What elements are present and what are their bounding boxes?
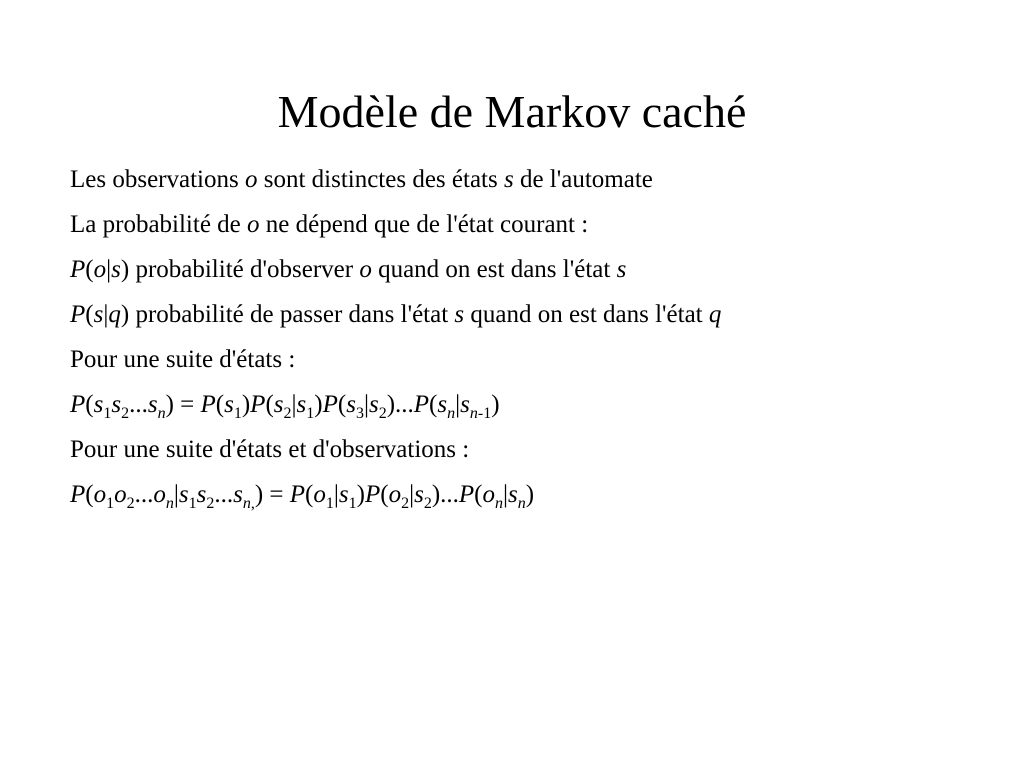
subscript xyxy=(243,495,255,512)
text: | xyxy=(333,481,339,508)
var-s: s xyxy=(93,301,104,328)
text: | xyxy=(291,391,297,418)
subscript: 2 xyxy=(121,405,130,422)
var-o: o xyxy=(93,481,107,508)
text: ( xyxy=(85,301,94,328)
text: Pour une suite d'états et d'observations : xyxy=(70,436,470,463)
text: ( xyxy=(337,391,347,418)
func-p: P xyxy=(200,391,216,418)
text: ( xyxy=(215,391,225,418)
func-p: P xyxy=(70,391,86,418)
var-n: n xyxy=(242,495,251,512)
var-o: o xyxy=(388,481,402,508)
subscript: 2 xyxy=(401,495,410,512)
text: ... xyxy=(214,481,234,508)
subscript: 1 xyxy=(106,495,115,512)
var-n: n xyxy=(469,405,478,422)
text: | xyxy=(363,391,369,418)
var-s: s xyxy=(224,391,234,418)
var-o: o xyxy=(244,166,258,193)
text: probabilité de passer dans l'état xyxy=(129,301,455,328)
subscript: 1 xyxy=(188,495,197,512)
func-p: P xyxy=(70,256,86,283)
var-s: s xyxy=(196,481,207,508)
var-s: s xyxy=(296,391,307,418)
subscript: 1 xyxy=(306,405,315,422)
text: ) xyxy=(241,391,251,418)
var-s: s xyxy=(273,391,284,418)
text: sont distinctes des états xyxy=(257,166,504,193)
text: quand on est dans l'état xyxy=(371,256,617,283)
text: ) xyxy=(356,481,365,508)
subscript xyxy=(495,495,503,512)
subscript xyxy=(166,495,174,512)
var-s: s xyxy=(93,391,104,418)
var-s: s xyxy=(111,391,122,418)
text: probabilité d'observer xyxy=(129,256,360,283)
subscript: 1 xyxy=(103,405,112,422)
text: ... xyxy=(134,481,154,508)
func-p: P xyxy=(458,481,475,508)
var-s: s xyxy=(616,256,627,283)
var-n: n xyxy=(165,495,174,512)
text-line-observations xyxy=(70,164,653,196)
subscript-offset: -1 xyxy=(477,405,492,422)
text: ( xyxy=(305,481,314,508)
text: ) xyxy=(314,391,323,418)
func-p: P xyxy=(322,391,338,418)
func-p: P xyxy=(70,481,86,508)
text-line-state-observation-sequence xyxy=(70,434,469,466)
slide-title: Modèle de Markov caché xyxy=(277,86,747,137)
text: )... xyxy=(386,391,414,418)
subscript: 2 xyxy=(423,495,432,512)
var-n: n xyxy=(157,405,166,422)
var-s: s xyxy=(414,481,424,508)
subscript: 1 xyxy=(348,495,357,512)
text: | xyxy=(409,481,415,508)
text-line-transition xyxy=(70,299,721,331)
subscript: 2 xyxy=(283,405,292,422)
subscript: 1 xyxy=(325,495,334,512)
text-line-state-sequence xyxy=(70,344,295,376)
subscript xyxy=(518,495,526,512)
text: ) xyxy=(491,391,500,418)
func-p: P xyxy=(250,391,266,418)
var-o: o xyxy=(247,211,260,238)
text: ( xyxy=(429,391,438,418)
var-s: s xyxy=(503,166,514,193)
subscript: 3 xyxy=(355,405,364,422)
text: | xyxy=(503,481,509,508)
var-o: o xyxy=(153,481,166,508)
text: | xyxy=(173,481,179,508)
text: ... xyxy=(129,391,148,418)
text: | xyxy=(106,256,112,283)
var-s: s xyxy=(111,256,121,283)
var-o: o xyxy=(114,481,127,508)
text: de l'automate xyxy=(513,166,653,193)
func-p: P xyxy=(413,391,430,418)
subscript-comma: , xyxy=(250,495,255,512)
text: ( xyxy=(380,481,389,508)
text: Les observations xyxy=(70,166,245,193)
var-s: s xyxy=(508,481,518,508)
text: ) = xyxy=(165,391,201,418)
var-s: s xyxy=(147,391,158,418)
subscript xyxy=(447,405,455,422)
func-p: P xyxy=(70,301,86,328)
text: ( xyxy=(265,391,274,418)
var-s: s xyxy=(178,481,189,508)
var-o: o xyxy=(482,481,495,508)
subscript xyxy=(158,405,166,422)
text: quand on est dans l'état xyxy=(464,301,709,328)
text: ( xyxy=(85,481,94,508)
var-s: s xyxy=(460,391,470,418)
text: ne dépend que de l'état courant : xyxy=(259,211,589,238)
var-q: q xyxy=(108,301,121,328)
var-n: n xyxy=(495,495,503,512)
var-n: n xyxy=(447,405,456,422)
text: ) xyxy=(120,256,130,283)
text: ( xyxy=(85,256,94,283)
text: ( xyxy=(474,481,483,508)
var-s: s xyxy=(368,391,379,418)
text: )... xyxy=(431,481,459,508)
var-o: o xyxy=(93,256,107,283)
text: ) = xyxy=(254,481,290,508)
text: ) xyxy=(525,481,535,508)
text: | xyxy=(103,301,109,328)
subscript: 2 xyxy=(126,495,135,512)
var-o: o xyxy=(359,256,372,283)
var-s: s xyxy=(437,391,448,418)
func-p: P xyxy=(364,481,381,508)
text: La probabilité de xyxy=(70,211,248,238)
var-n: n xyxy=(517,495,526,512)
var-s: s xyxy=(338,481,349,508)
formula-state-sequence xyxy=(70,389,500,421)
text: Pour une suite d'états : xyxy=(70,346,296,373)
var-s: s xyxy=(454,301,465,328)
func-p: P xyxy=(289,481,306,508)
text-line-emission xyxy=(70,254,626,286)
formula-observation-sequence xyxy=(70,479,534,511)
subscript: 2 xyxy=(378,405,387,422)
text: ( xyxy=(85,391,94,418)
var-s: s xyxy=(233,481,243,508)
subscript: 1 xyxy=(233,405,242,422)
text: ) xyxy=(120,301,130,328)
subscript xyxy=(470,405,491,422)
var-q: q xyxy=(708,301,722,328)
text: | xyxy=(455,391,461,418)
var-o: o xyxy=(313,481,326,508)
subscript: 2 xyxy=(206,495,215,512)
text-line-probability xyxy=(70,209,588,241)
var-s: s xyxy=(346,391,356,418)
